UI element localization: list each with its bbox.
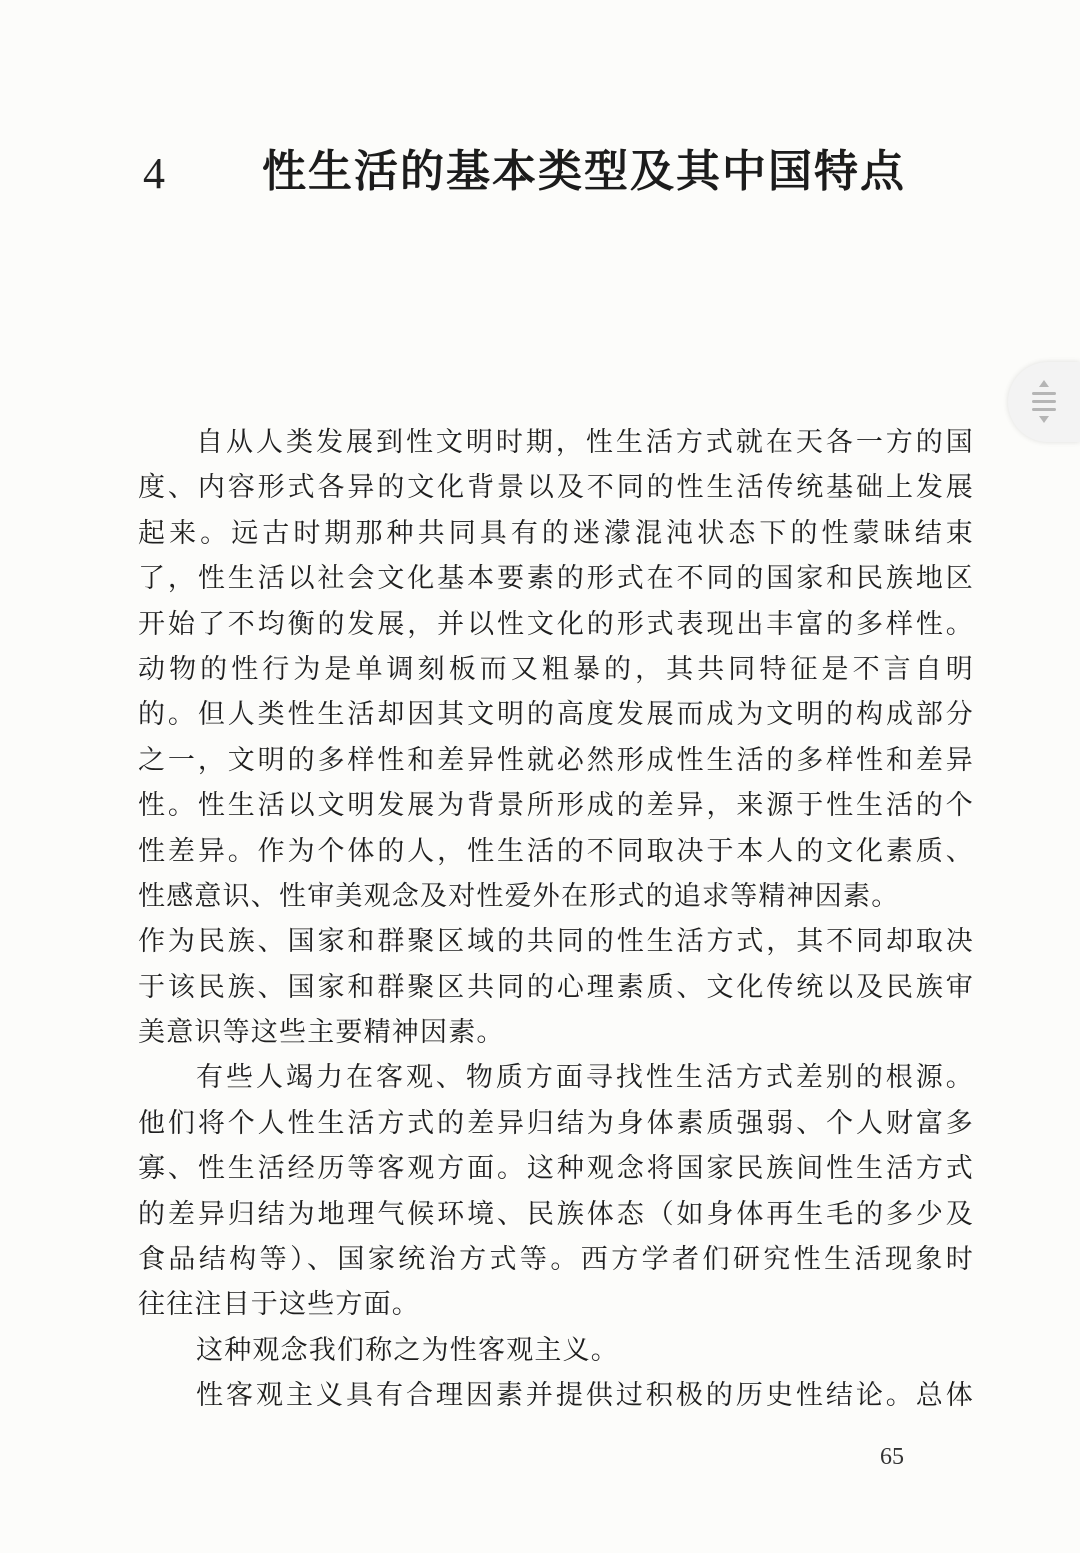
chapter-title: 性生活的基本类型及其中国特点 <box>262 146 906 197</box>
page-number: 65 <box>880 1444 904 1470</box>
body-line: 往往注目于这些方面。 <box>138 1289 420 1321</box>
drag-handle-icon <box>1030 378 1058 426</box>
body-line: 自从人类发展到性文明时期，性生活方式就在天各一方的国 <box>196 427 974 458</box>
body-line: 性客观主义具有合理因素并提供过积极的历史性结论。总体 <box>196 1380 974 1412</box>
body-line: 性差异。作为个体的人，性生活的不同取决于本人的文化素质、 <box>138 835 974 867</box>
body-line: 食品结构等）、国家统治方式等。西方学者们研究性生活现象时 <box>138 1244 974 1276</box>
body-line: 于该民族、国家和群聚区共同的心理素质、文化传统以及民族审 <box>138 971 974 1003</box>
body-line: 的差异归结为地理气候环境、民族体态（如身体再生毛的多少及 <box>138 1198 974 1230</box>
scroll-handle[interactable] <box>1008 362 1080 442</box>
body-line: 有些人竭力在客观、物质方面寻找性生活方式差别的根源。 <box>196 1062 974 1094</box>
chapter-number: 4 <box>143 149 165 198</box>
body-line: 他们将个人性生活方式的差异归结为身体素质强弱、个人财富多 <box>138 1107 974 1139</box>
body-line: 度、内容形式各异的文化背景以及不同的性生活传统基础上发展 <box>138 472 974 504</box>
body-line: 美意识等这些主要精神因素。 <box>138 1017 505 1049</box>
body-line: 动物的性行为是单调刻板而又粗暴的，其共同特征是不言自明 <box>138 653 974 685</box>
body-line: 了，性生活以社会文化基本要素的形式在不同的国家和民族地区 <box>138 563 974 595</box>
body-line: 的。但人类性生活却因其文明的高度发展而成为文明的构成部分 <box>138 699 974 731</box>
body-line: 性感意识、性审美观念及对性爱外在形式的追求等精神因素。 <box>138 880 900 912</box>
body-line: 性。性生活以文明发展为背景所形成的差异，来源于性生活的个 <box>138 790 974 822</box>
body-line: 作为民族、国家和群聚区域的共同的性生活方式，其不同却取决 <box>138 926 974 958</box>
body-line: 之一，文明的多样性和差异性就必然形成性生活的多样性和差异 <box>138 744 974 776</box>
body-text <box>138 420 974 1419</box>
body-line: 寡、性生活经历等客观方面。这种观念将国家民族间性生活方式 <box>138 1153 974 1185</box>
body-line: 这种观念我们称之为性客观主义。 <box>196 1334 619 1366</box>
body-line: 起来。远古时期那种共同具有的迷濛混沌状态下的性蒙昧结束 <box>138 517 974 549</box>
body-line: 开始了不均衡的发展，并以性文化的形式表现出丰富的多样性。 <box>138 608 974 640</box>
